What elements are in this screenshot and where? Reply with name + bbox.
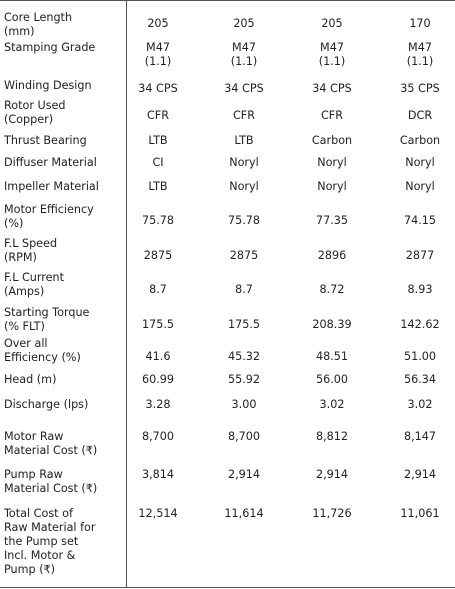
row-label-core-length: Core Length (mm) (4, 11, 73, 38)
cell-motor-raw-cost-1: 8,700 (141, 430, 175, 443)
cell-impeller-material-1: LTB (148, 180, 168, 193)
cell-head-4: 56.34 (403, 373, 437, 386)
row-label-total-cost: Total Cost of Raw Material for the Pump set Incl. Motor & Pump (₹) (4, 507, 96, 576)
top-rule (0, 0, 455, 1)
row-label-overall-efficiency: Over all Efficiency (%) (4, 337, 81, 364)
cell-starting-torque-3: 208.39 (312, 318, 352, 331)
cell-starting-torque-2: 175.5 (227, 318, 261, 331)
row-label-fl-current: F.L Current (Amps) (4, 271, 64, 298)
cell-rotor-used-4: DCR (407, 109, 433, 122)
cell-rotor-used-2: CFR (232, 109, 256, 122)
row-label-pump-raw-cost: Pump Raw Material Cost (₹) (4, 468, 98, 495)
cell-rotor-used-3: CFR (320, 109, 344, 122)
cell-pump-raw-cost-3: 2,914 (315, 468, 349, 481)
cell-discharge-2: 3.00 (231, 398, 257, 411)
row-label-stamping-grade: Stamping Grade (4, 41, 96, 54)
row-label-fl-speed: F.L Speed (RPM) (4, 237, 58, 264)
cell-diffuser-material-2: Noryl (229, 156, 259, 169)
cell-motor-efficiency-1: 75.78 (141, 214, 175, 227)
cell-motor-raw-cost-3: 8,812 (315, 430, 349, 443)
cell-fl-speed-3: 2896 (317, 249, 347, 262)
row-label-rotor-used: Rotor Used (Copper) (4, 99, 66, 126)
cell-total-cost-4: 11,061 (400, 507, 440, 520)
cell-overall-efficiency-4: 51.00 (403, 350, 437, 363)
cell-motor-raw-cost-2: 8,700 (227, 430, 261, 443)
cell-head-1: 60.99 (141, 373, 175, 386)
bottom-rule (0, 587, 455, 588)
cell-thrust-bearing-2: LTB (234, 134, 254, 147)
cell-core-length-1: 205 (147, 17, 169, 30)
cell-pump-raw-cost-4: 2,914 (403, 468, 437, 481)
cell-starting-torque-1: 175.5 (141, 318, 175, 331)
cell-motor-efficiency-3: 77.35 (315, 214, 349, 227)
cell-starting-torque-4: 142.62 (400, 318, 440, 331)
cell-winding-design-3: 34 CPS (312, 82, 352, 95)
cell-motor-efficiency-4: 74.15 (403, 214, 437, 227)
cell-winding-design-2: 34 CPS (224, 82, 264, 95)
row-label-impeller-material: Impeller Material (4, 180, 99, 193)
cell-impeller-material-3: Noryl (317, 180, 347, 193)
cell-stamping-grade-1: M47 (1.1) (144, 41, 172, 68)
row-label-head: Head (m) (4, 373, 57, 386)
cell-fl-current-4: 8.93 (407, 283, 433, 296)
cell-stamping-grade-4: M47 (1.1) (406, 41, 434, 68)
cell-fl-speed-1: 2875 (143, 249, 173, 262)
cell-overall-efficiency-3: 48.51 (315, 350, 349, 363)
cell-total-cost-2: 11,614 (224, 507, 264, 520)
cell-fl-speed-4: 2877 (405, 249, 435, 262)
cell-core-length-2: 205 (233, 17, 255, 30)
cell-diffuser-material-1: CI (152, 156, 164, 169)
row-label-starting-torque: Starting Torque (% FLT) (4, 306, 90, 333)
row-label-thrust-bearing: Thrust Bearing (4, 134, 87, 147)
row-label-diffuser-material: Diffuser Material (4, 156, 97, 169)
cell-discharge-1: 3.28 (145, 398, 171, 411)
row-label-discharge: Discharge (lps) (4, 398, 89, 411)
cell-head-2: 55.92 (227, 373, 261, 386)
cell-core-length-3: 205 (321, 17, 343, 30)
cell-pump-raw-cost-2: 2,914 (227, 468, 261, 481)
cell-stamping-grade-3: M47 (1.1) (318, 41, 346, 68)
cell-total-cost-1: 12,514 (138, 507, 178, 520)
cell-stamping-grade-2: M47 (1.1) (230, 41, 258, 68)
cell-head-3: 56.00 (315, 373, 349, 386)
cell-total-cost-3: 11,726 (312, 507, 352, 520)
cell-thrust-bearing-4: Carbon (399, 134, 441, 147)
cell-thrust-bearing-1: LTB (148, 134, 168, 147)
cell-pump-raw-cost-1: 3,814 (141, 468, 175, 481)
cell-discharge-4: 3.02 (407, 398, 433, 411)
cell-winding-design-1: 34 CPS (138, 82, 178, 95)
cell-rotor-used-1: CFR (146, 109, 170, 122)
cell-overall-efficiency-1: 41.6 (145, 350, 171, 363)
cell-discharge-3: 3.02 (319, 398, 345, 411)
cell-winding-design-4: 35 CPS (400, 82, 440, 95)
cell-diffuser-material-4: Noryl (405, 156, 435, 169)
row-label-winding-design: Winding Design (4, 79, 92, 92)
cell-fl-current-3: 8.72 (319, 283, 345, 296)
cell-core-length-4: 170 (409, 17, 431, 30)
cell-fl-current-1: 8.7 (149, 283, 167, 296)
row-label-motor-raw-cost: Motor Raw Material Cost (₹) (4, 430, 98, 457)
cell-diffuser-material-3: Noryl (317, 156, 347, 169)
cell-motor-raw-cost-4: 8,147 (403, 430, 437, 443)
cell-impeller-material-4: Noryl (405, 180, 435, 193)
cell-thrust-bearing-3: Carbon (311, 134, 353, 147)
cell-motor-efficiency-2: 75.78 (227, 214, 261, 227)
row-label-motor-efficiency: Motor Efficiency (%) (4, 203, 94, 230)
cell-overall-efficiency-2: 45.32 (227, 350, 261, 363)
cell-fl-speed-2: 2875 (229, 249, 259, 262)
cell-impeller-material-2: Noryl (229, 180, 259, 193)
cell-fl-current-2: 8.7 (235, 283, 253, 296)
